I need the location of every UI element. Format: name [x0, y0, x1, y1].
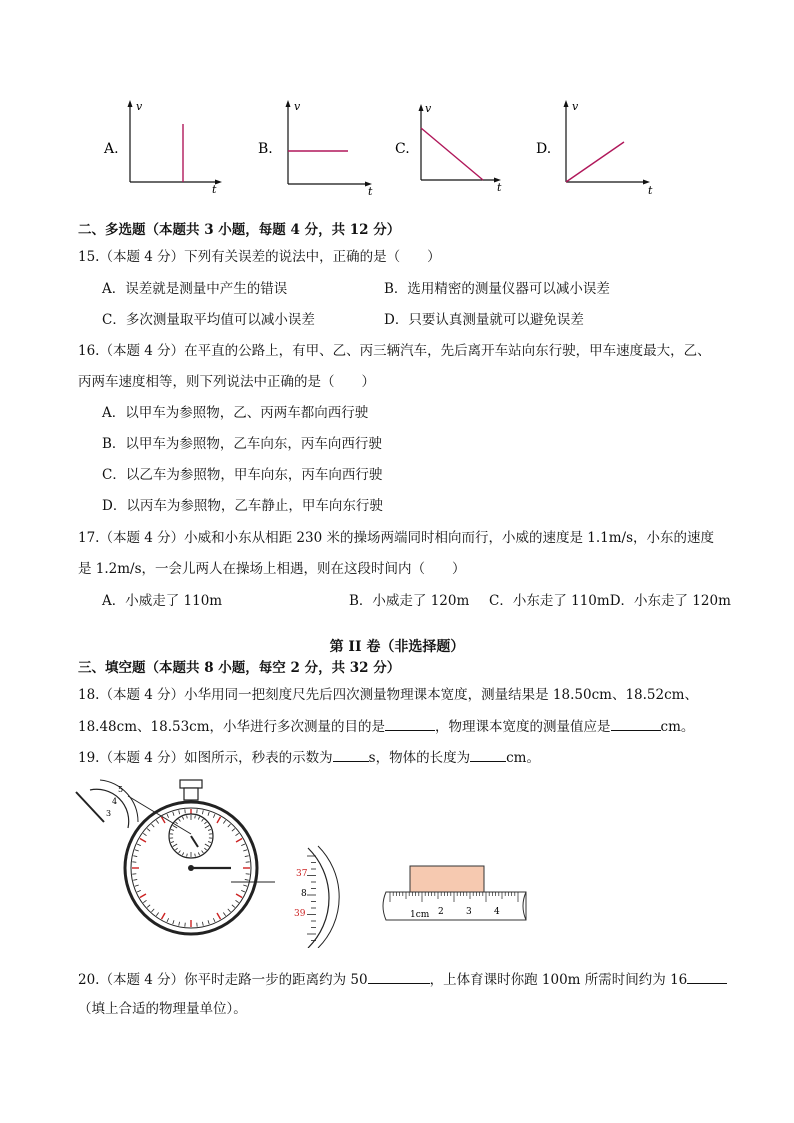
q19-line [78, 748, 540, 767]
q18-line2 [78, 717, 694, 736]
q20-blank-2[interactable] [687, 970, 727, 984]
graph-b-v-axis-label: v [294, 100, 301, 113]
graph-c-v-axis-label: v [425, 102, 432, 115]
inset-right-label-2: 8 [301, 889, 307, 899]
graph-a-t-axis-label: t [212, 183, 217, 194]
q16-line1: 16.（本题 4 分）在平直的公路上，有甲、乙、丙三辆汽车，先后离开车站向东行驶，甲车速度最大，乙、 [78, 343, 711, 359]
q19-text-c: cm。 [506, 750, 540, 766]
q16-option-b: B．以甲车为参照物，乙车向东，丙车向西行驶 [102, 436, 382, 452]
ruler-svg [380, 862, 530, 932]
graph-a-v-axis-label: v [136, 100, 143, 113]
q16-option-a: A．以甲车为参照物，乙、丙两车都向西行驶 [102, 405, 369, 421]
graph-a [100, 98, 230, 194]
graph-c-line [421, 128, 483, 180]
graph-a-label: A. [104, 141, 119, 157]
q20-line1 [78, 970, 727, 989]
q19-blank-1[interactable] [333, 748, 369, 762]
inset-right-label-1: 37 [296, 869, 308, 879]
q17-option-b: B．小威走了 120m [349, 593, 470, 609]
graph-c-label: C. [395, 141, 410, 157]
ruler-label-1: 1cm [410, 910, 430, 920]
inset-right-label-3: 39 [294, 909, 306, 919]
part2-title: 第 II 卷（非选择题） [329, 639, 465, 655]
ruler-label-3: 3 [466, 907, 472, 917]
inset-top-label-1: 5 [118, 785, 124, 794]
graph-b [258, 98, 388, 196]
q18-text-c: cm。 [660, 719, 695, 735]
graph-a-svg [100, 98, 230, 194]
graph-d [536, 98, 666, 196]
graph-b-svg [258, 98, 388, 196]
inset-right-ticks [307, 856, 316, 941]
q15-option-c: C．多次测量取平均值可以减小误差 [102, 312, 315, 328]
q20-line2: （填上合适的物理量单位）。 [78, 1001, 247, 1017]
ruler-label-2: 2 [438, 907, 444, 917]
q20-text-b: ，上体育课时你跑 100m 所需时间约为 16 [429, 972, 688, 988]
inset-top-label-3: 3 [106, 809, 112, 818]
q18-text-a: 18.48cm、18.53cm，小华进行多次测量的目的是 [78, 719, 386, 735]
stopwatch-figure [70, 776, 340, 948]
q17-line1: 17.（本题 4 分）小威和小东从相距 230 米的操场两端同时相向而行，小威的速度是 1.1m/s，小东的速度 [78, 530, 715, 546]
section3-heading: 三、填空题（本题共 8 小题，每空 2 分，共 32 分） [78, 660, 401, 676]
graph-b-label: B. [258, 141, 273, 157]
q16-option-c: C．以乙车为参照物，甲车向东，丙车向西行驶 [102, 467, 383, 483]
ruler-label-4: 4 [494, 907, 500, 917]
q18-blank-1[interactable] [385, 717, 435, 731]
section2-heading: 二、多选题（本题共 3 小题，每题 4 分，共 12 分） [78, 222, 401, 238]
graph-c-svg [393, 98, 513, 194]
q16-option-d: D．以丙车为参照物，乙车静止，甲车向东行驶 [102, 498, 383, 514]
graph-c-t-axis-label: t [497, 181, 502, 194]
stopwatch-svg [70, 776, 340, 948]
graph-c [393, 98, 513, 194]
ruler-figure [380, 862, 530, 932]
graph-d-label: D. [536, 141, 552, 157]
q19-text-b: s，物体的长度为 [368, 750, 471, 766]
q17-line2: 是 1.2m/s，一会儿两人在操场上相遇，则在这段时间内（ ） [78, 561, 466, 577]
q15-option-a: A．误差就是测量中产生的错误 [102, 281, 288, 297]
q20-blank-1[interactable] [368, 970, 430, 984]
q16-line2: 丙两车速度相等，则下列说法中正确的是（ ） [78, 374, 375, 390]
inset-top-label-2: 4 [112, 797, 118, 806]
q18-text-b: ，物理课本宽度的测量值应是 [435, 719, 611, 735]
q18-line1: 18.（本题 4 分）小华用同一把刻度尺先后四次测量物理课本宽度，测量结果是 18.50cm、18.52cm、 [78, 687, 698, 703]
q15-option-d: D．只要认真测量就可以避免误差 [384, 312, 584, 328]
graph-d-v-axis-label: v [572, 100, 579, 113]
q17-option-cd: C．小东走了 110mD．小东走了 120m [489, 593, 731, 609]
q15-option-b: B．选用精密的测量仪器可以减小误差 [384, 281, 610, 297]
graph-d-t-axis-label: t [648, 184, 653, 196]
q15-stem: 15.（本题 4 分）下列有关误差的说法中，正确的是（ ） [78, 249, 441, 265]
graph-b-t-axis-label: t [368, 185, 373, 196]
q18-blank-2[interactable] [611, 717, 661, 731]
q19-blank-2[interactable] [470, 748, 506, 762]
graph-d-line [566, 142, 624, 182]
q19-text-a: 19.（本题 4 分）如图所示，秒表的示数为 [78, 750, 333, 766]
q17-option-a: A．小威走了 110m [102, 593, 223, 609]
q20-text-a: 20.（本题 4 分）你平时走路一步的距离约为 50 [78, 972, 368, 988]
measured-block [410, 866, 484, 892]
graph-d-svg [536, 98, 666, 196]
